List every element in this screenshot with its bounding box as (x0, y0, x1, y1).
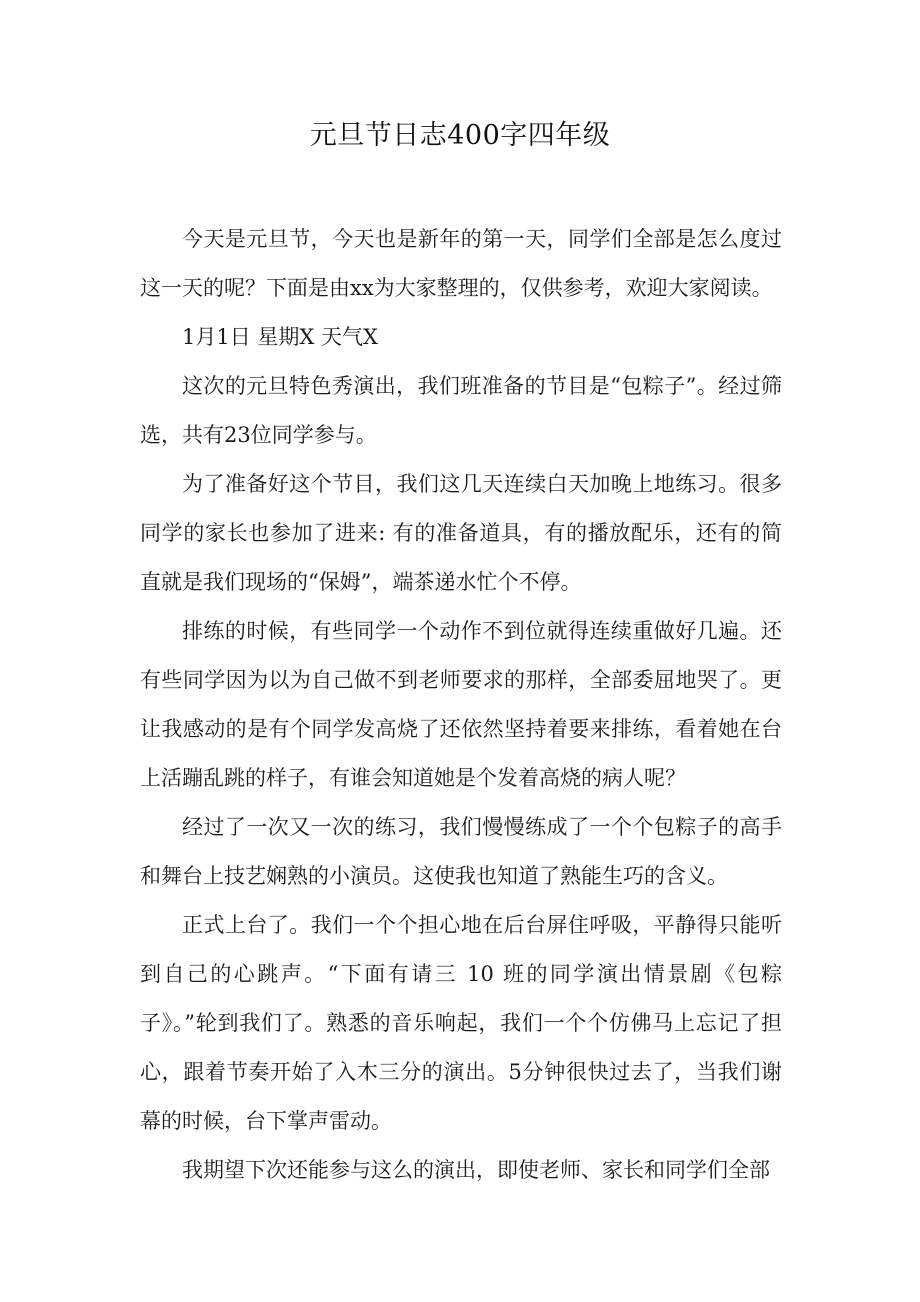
paragraph-on-stage: 正式上台了。我们一个个担心地在后台屏住呼吸，平静得只能听到自己的心跳声。“下面有请三 10 班的同学演出情景剧《包粽子》。”轮到我们了。熟悉的音乐响起，我们一个个仿佛马上忘记了担心，跟着节奏开始了入木三分的演出。5分钟很快过去了，当我们谢幕的时候，台下掌声雷动。 (140, 913, 782, 1133)
paragraph-practice: 经过了一次又一次的练习，我们慢慢练成了一个个包粽子的高手和舞台上技艺娴熟的小演员。这使我也知道了熟能生巧的含义。 (140, 815, 782, 888)
paragraph-hope: 我期望下次还能参与这么的演出，即使老师、家长和同学们全部 (182, 1158, 770, 1182)
paragraph-preparation: 为了准备好这个节目，我们这几天连续白天加晚上地练习。很多同学的家长也参加了进来: 有的准备道具，有的播放配乐，还有的简直就是我们现场的“保姆”，端茶递水忙个不停。 (140, 472, 782, 594)
paragraph-intro: 今天是元旦节，今天也是新年的第一天，同学们全部是怎么度过这一天的呢？下面是由xx为大家整理的，仅供参考，欢迎大家阅读。 (140, 227, 782, 300)
paragraph-rehearsal: 排练的时候，有些同学一个动作不到位就得连续重做好几遍。还有些同学因为以为自己做不到老师要求的那样，全部委屈地哭了。更让我感动的是有个同学发高烧了还依然坚持着要来排练，看着她在台上活蹦乱跳的样子，有谁会知道她是个发着高烧的病人呢？ (140, 619, 782, 790)
document-title: 元旦节日志400字四年级 (309, 120, 611, 151)
paragraph-date-line: 1月1日 星期X 天气X (182, 325, 378, 349)
document-body (140, 215, 782, 1195)
paragraph-performance: 这次的元旦特色秀演出，我们班准备的节目是“包粽子”。经过筛选，共有23位同学参与。 (140, 374, 782, 447)
